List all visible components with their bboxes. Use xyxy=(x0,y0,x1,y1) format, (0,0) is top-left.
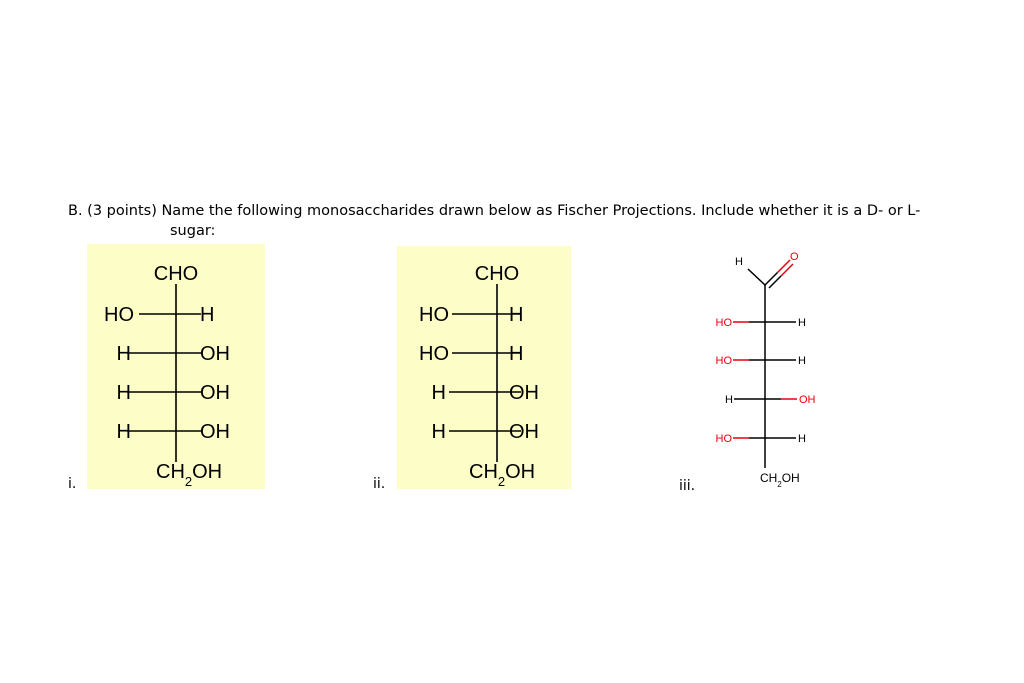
left-group-3: H xyxy=(116,382,131,404)
left-group-3: H xyxy=(431,382,446,404)
right-group-3: OH xyxy=(509,382,539,404)
right-group-1: H xyxy=(509,304,524,326)
carbonyl-bond-red xyxy=(778,260,791,273)
question-line-2: sugar: xyxy=(170,223,216,239)
right-group-4: OH xyxy=(200,421,230,443)
right-group-2: H xyxy=(509,343,524,365)
left-group-2: HO xyxy=(715,355,732,367)
left-group-2: HO xyxy=(419,343,449,365)
left-group-2: H xyxy=(116,343,131,365)
bottom-group: $CH_2OH$ xyxy=(156,461,223,489)
left-group-1: HO xyxy=(715,317,732,329)
left-group-1: HO xyxy=(419,304,449,326)
fischer-projection-iii xyxy=(700,245,830,495)
top-group: CHO xyxy=(474,263,520,285)
bottom-group: $CH_2OH$ xyxy=(760,471,800,489)
right-group-4: H xyxy=(798,433,806,445)
top-group: CHO xyxy=(153,263,199,285)
label-ii: ii. xyxy=(373,476,386,492)
left-group-4: HO xyxy=(715,433,732,445)
right-group-4: OH xyxy=(509,421,539,443)
aldehyde-o: O xyxy=(790,251,799,263)
right-group-3: OH xyxy=(200,382,230,404)
left-group-4: H xyxy=(116,421,131,443)
right-group-1: H xyxy=(798,317,806,329)
carbonyl-bond-black xyxy=(765,273,778,286)
right-group-2: OH xyxy=(200,343,230,365)
fischer-projection-ii xyxy=(397,246,571,489)
label-i: i. xyxy=(68,476,77,492)
aldehyde-h: H xyxy=(735,256,743,268)
left-group-3: H xyxy=(725,394,733,406)
fischer-projection-i xyxy=(87,244,265,489)
right-group-1: H xyxy=(200,304,215,326)
aldehyde-h-bond xyxy=(748,269,765,285)
left-group-4: H xyxy=(431,421,446,443)
question-line-1: B. (3 points) Name the following monosaccharides drawn below as Fischer Projections. Include whether it is a D- or L- xyxy=(68,203,921,219)
bottom-group: $CH_2OH$ xyxy=(469,461,536,489)
right-group-2: H xyxy=(798,355,806,367)
label-iii: iii. xyxy=(679,478,696,494)
left-group-1: HO xyxy=(104,304,134,326)
right-group-3: OH xyxy=(799,394,816,406)
question-text xyxy=(68,201,988,241)
